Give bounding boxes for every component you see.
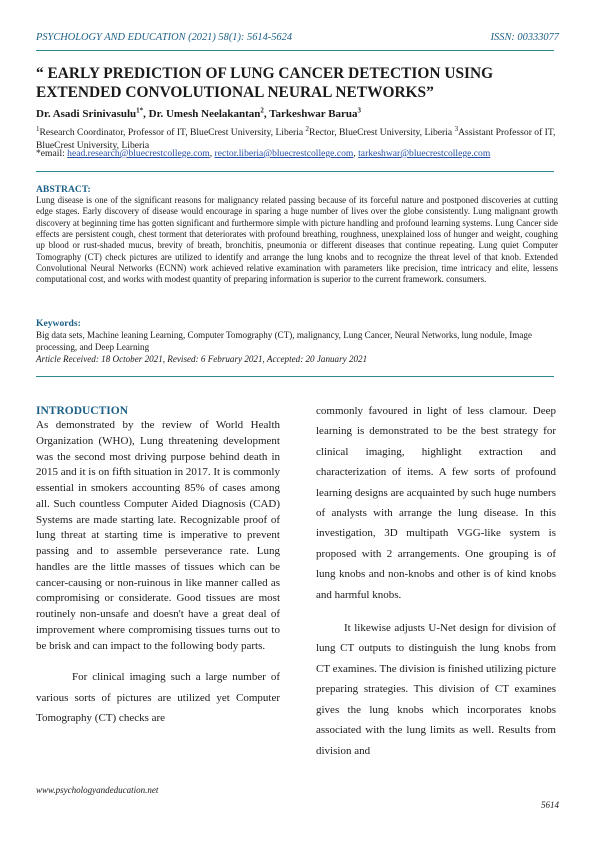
left-column (36, 418, 280, 729)
journal-header: PSYCHOLOGY AND EDUCATION (2021) 58(1): 5614-5624 (36, 32, 293, 43)
introduction-heading: INTRODUCTION (36, 405, 129, 417)
abstract-heading: ABSTRACT: (36, 184, 91, 195)
email-link-rector[interactable]: rector.liberia@bluecrestcollege.com (214, 148, 354, 159)
intro-paragraph-3: commonly favoured in light of less clamour. Deep learning is demonstrated to be the best strategy for clinical imaging, highlight extraction and characterization of items. A few sorts of profound learning designs are acquainted by such huge numbers of analysts with arrange the lung disease. In this investigation, 3D multipath VGG-like system is proposed with 2 arrangements. One grouping is of lung knobs and non-knobs and other is of kind knobs and harmful knobs. (316, 405, 556, 601)
page-number: 5614 (541, 800, 559, 810)
email-prefix: *email: (36, 148, 68, 159)
header-divider (36, 50, 554, 51)
intro-paragraph-2: For clinical imaging such a large number of various sorts of pictures are utilized yet Computer Tomography (CT) checks are (36, 671, 280, 725)
affiliations: $^1$Research Coordinator, Professor of IT, BlueCrest University, Liberia $^2$Rector, BlueCrest University, Liberia $^3$Assistant Professor of IT, BlueCrest University, Liberia (36, 125, 556, 151)
paper-title: “ EARLY PREDICTION OF LUNG CANCER DETECTION USING EXTENDED CONVOLUTIONAL NEURAL NETWORKS” (36, 65, 494, 101)
article-dates: Article Received: 18 October 2021, Revised: 6 February 2021, Accepted: 20 January 2021 (36, 354, 368, 364)
author-list (36, 106, 361, 120)
abstract-bottom-divider (36, 376, 554, 377)
email-link-head[interactable]: head.research@bluecrestcollege.com (67, 148, 210, 159)
keywords-body: Big data sets, Machine leaning Learning, Computer Tomography (CT), malignancy, Lung Cancer, Neural Networks, lung nodule, Image processing, and Deep Learning (36, 330, 532, 352)
intro-paragraph-1: As demonstrated by the review of World Health Organization (WHO), Lung threatening development was the second most driving purpose behind death in 2015 and it is on fifth situation in 2017. It is commonly essential in smokers accounting 85% of cases among all. Such countless Computer Aided Diagnosis (CAD) Systems are made starting late. Recognizable proof of lung threat at starting time is imperative to prevent passing and to assemble perseverance rate. Lung handles are the little masses of tissues which can be cancer-causing or non-ruinous in like manner called as compromising or considerate. Good tissues are most routinely non-unsafe and doesn't have a great deal of improvement where compromising tissues turns out to be brisk and can impact to the following body parts. (36, 419, 280, 652)
footer-website: www.psychologyandeducation.net (36, 785, 159, 795)
keywords-heading: Keywords: (36, 318, 81, 329)
issn-label: ISSN: 00333077 (490, 32, 559, 43)
email-line: *email: head.research@bluecrestcollege.com, rector.liberia@bluecrestcollege.com, tarkeshwar@bluecrestcollege.com (36, 148, 491, 159)
abstract-top-divider (36, 171, 554, 172)
authors-text: Dr. Asadi Srinivasulu$^{1*}$, Dr. Umesh Neelakantan$^2$, Tarkeshwar Barua$^3$ (36, 106, 362, 120)
right-column (316, 401, 556, 761)
intro-paragraph-4: It likewise adjusts U-Net design for division of lung CT outputs to distinguish the lung knobs from CT examines. The division is finished utilizing picture preparing strategies. This division of CT examines gives the lung knobs which incorporates knobs associated with the lung limits as well. Results from division and (316, 622, 556, 757)
abstract-body: Lung disease is one of the significant reasons for malignancy related passing because of its forceful nature and postponed discoveries at cutting edge stages. Early discovery of disease would encourage in sparing a huge number of lives over the globe consistently. Lung malignant growth discovery at beginning time has gotten significant and furthermore simple with picture handling and profound learning systems. Lung Cancer side effects are persistent cough, chest torment that deteriorates with profound breathing, roughness, unexplained loss of hunger and weight, coughing up blood or rust-shaded mucus, brevity of breath, bronchitis, pneumonia or different diseases that continue repeating. Lung quiet Computer Tomography (CT) check pictures are utilized to identify and arrange the lung knobs and to recognize the threat level of that knob. Extended Convolutional Neural Networks (ECNN) work achieved relative examination with parameters like precision, time intricacy and elite, lessens computational cost, and works with modest quantity of preparing information is superior to the current framework. consumers. (36, 195, 558, 285)
email-link-tarkeshwar[interactable]: tarkeshwar@bluecrestcollege.com (358, 148, 491, 159)
